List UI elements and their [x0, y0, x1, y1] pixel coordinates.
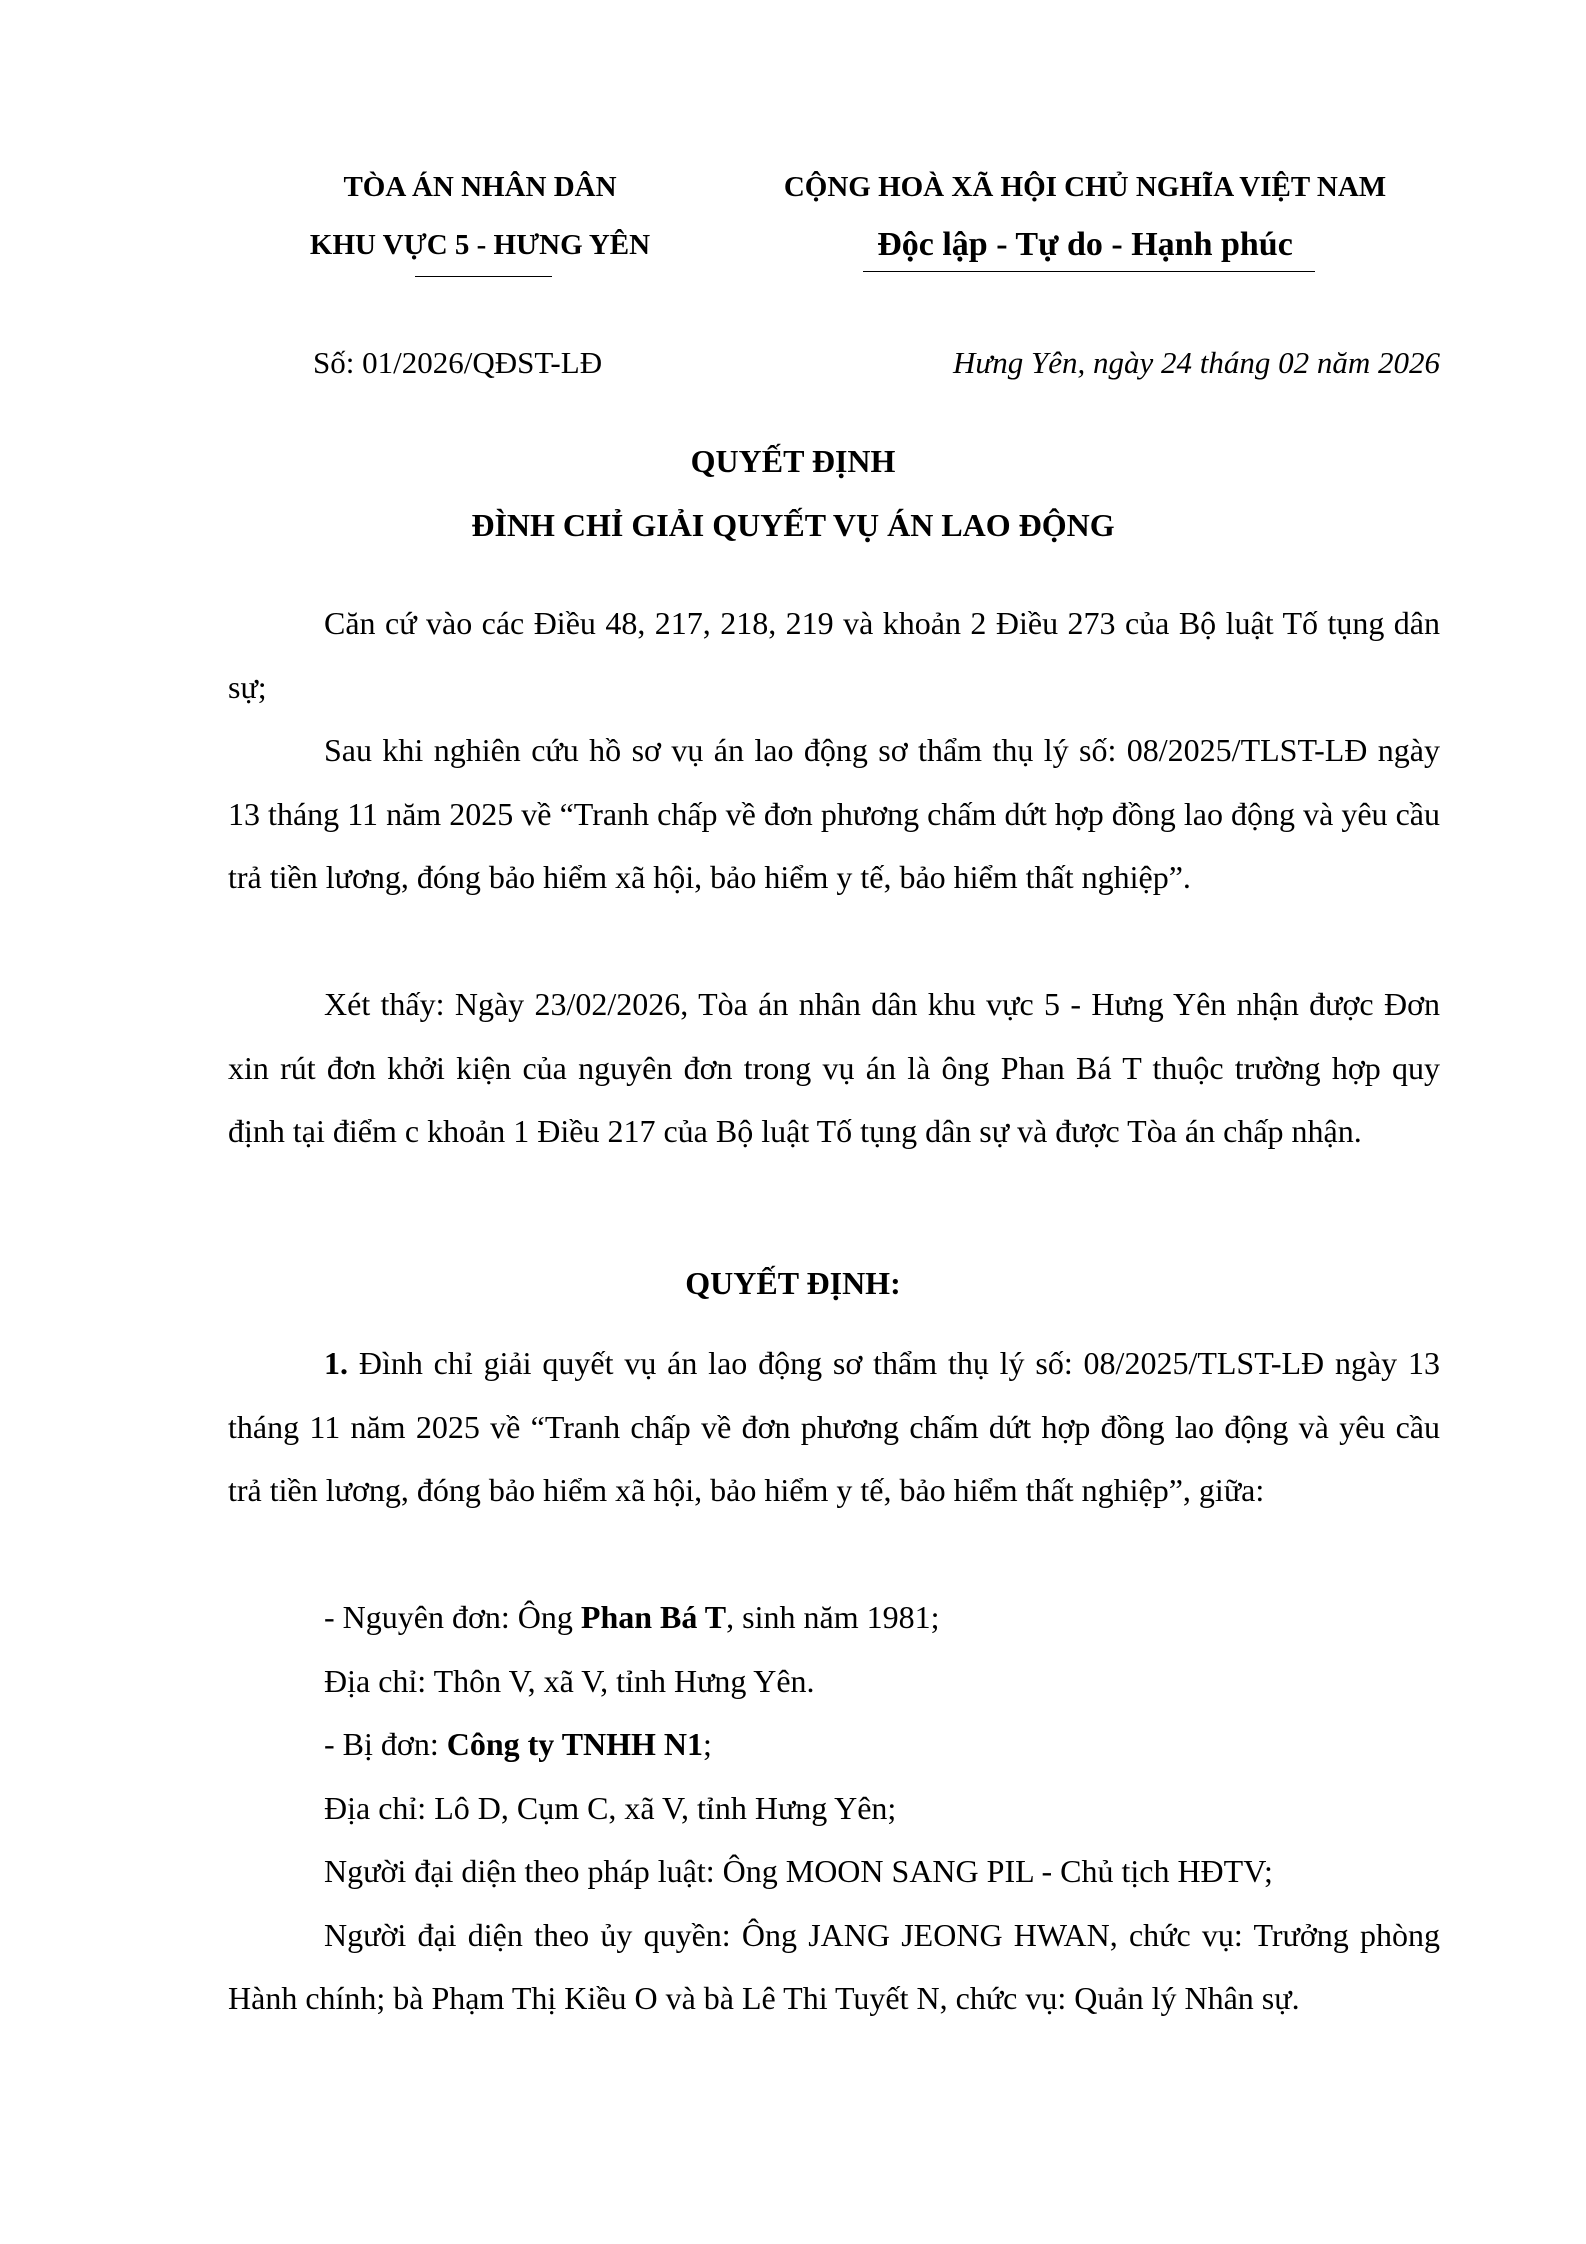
finding-paragraph: [228, 973, 1440, 1164]
court-header: [265, 158, 695, 274]
decision-item-1: [228, 1332, 1440, 1523]
nation-name: CỘNG HOÀ XÃ HỘI CHỦ NGHĨA VIỆT NAM: [783, 171, 1387, 203]
case-study-text: Sau khi nghiên cứu hồ sơ vụ án lao động sơ thẩm thụ lý số: 08/2025/TLST-LĐ ngày 13 tháng 11 năm 2025 về “Tranh chấp về đơn phương chấm dứt hợp đồng lao động và yêu cầu trả tiền lương, đóng bảo hiểm xã hội, bảo hiểm y tế, bảo hiểm thất nghiệp”.: [228, 732, 1440, 895]
legal-basis-text: Căn cứ vào các Điều 48, 217, 218, 219 và khoản 2 Điều 273 của Bộ luật Tố tụng dân sự;: [228, 605, 1440, 705]
parties-list: [228, 1586, 1440, 2031]
plaintiff-name: Phan Bá T: [580, 1599, 727, 1635]
document-number: Số: 01/2026/QĐST-LĐ: [313, 345, 603, 380]
legal-basis-paragraph: [228, 592, 1440, 719]
plaintiff-label: - Nguyên đơn: Ông: [324, 1599, 581, 1635]
plaintiff-birth: , sinh năm 1981;: [726, 1599, 940, 1635]
defendant-name: Công ty TNHH N1: [446, 1726, 704, 1762]
authorized-representative: Người đại diện theo ủy quyền: Ông JANG JEONG HWAN, chức vụ: Trưởng phòng Hành chính; bà Phạm Thị Kiều O và bà Lê Thi Tuyết N, chức vụ: Quản lý Nhân sự.: [228, 1916, 1440, 2016]
case-study-paragraph: [228, 719, 1440, 910]
decision-heading: QUYẾT ĐỊNH:: [685, 1265, 901, 1301]
plaintiff-address: Địa chỉ: Thôn V, xã V, tỉnh Hưng Yên.: [324, 1662, 815, 1699]
national-motto: Độc lập - Tự do - Hạnh phúc: [877, 226, 1293, 263]
court-region: KHU VỰC 5 - HƯNG YÊN: [309, 229, 651, 261]
decision-item-1-text: [228, 1332, 1440, 1523]
document-subtitle: ĐÌNH CHỈ GIẢI QUYẾT VỤ ÁN LAO ĐỘNG: [471, 507, 1115, 543]
decision-item-number: 1.: [324, 1345, 348, 1381]
defendant-line: [228, 1713, 1440, 1777]
court-header-divider: [415, 276, 552, 277]
nation-header: [740, 158, 1430, 274]
defendant-address: Địa chỉ: Lô D, Cụm C, xã V, tỉnh Hưng Yên;: [324, 1789, 897, 1826]
plaintiff-line: [228, 1586, 1440, 1650]
court-name: TÒA ÁN NHÂN DÂN: [343, 171, 617, 203]
decision-item-body: Đình chỉ giải quyết vụ án lao động sơ thẩm thụ lý số: 08/2025/TLST-LĐ ngày 13 tháng 11 năm 2025 về “Tranh chấp về đơn phương chấm dứt hợp đồng lao động và yêu cầu trả tiền lương, đóng bảo hiểm xã hội, bảo hiểm y tế, bảo hiểm thất nghiệp”, giữa:: [228, 1345, 1440, 1508]
document-title: QUYẾT ĐỊNH: [690, 443, 896, 479]
finding-text: Xét thấy: Ngày 23/02/2026, Tòa án nhân dân khu vực 5 - Hưng Yên nhận được Đơn xin rút đơn khởi kiện của nguyên đơn trong vụ án là ông Phan Bá T thuộc trường hợp quy định tại điểm c khoản 1 Điều 217 của Bộ luật Tố tụng dân sự và được Tòa án chấp nhận.: [228, 986, 1440, 1149]
place-and-date: Hưng Yên, ngày 24 tháng 02 năm 2026: [952, 345, 1440, 380]
motto-underline: [863, 271, 1315, 272]
defendant-suffix: ;: [703, 1726, 712, 1762]
legal-representative: Người đại diện theo pháp luật: Ông MOON SANG PIL - Chủ tịch HĐTV;: [324, 1853, 1273, 1889]
defendant-label: - Bị đơn:: [324, 1726, 447, 1762]
